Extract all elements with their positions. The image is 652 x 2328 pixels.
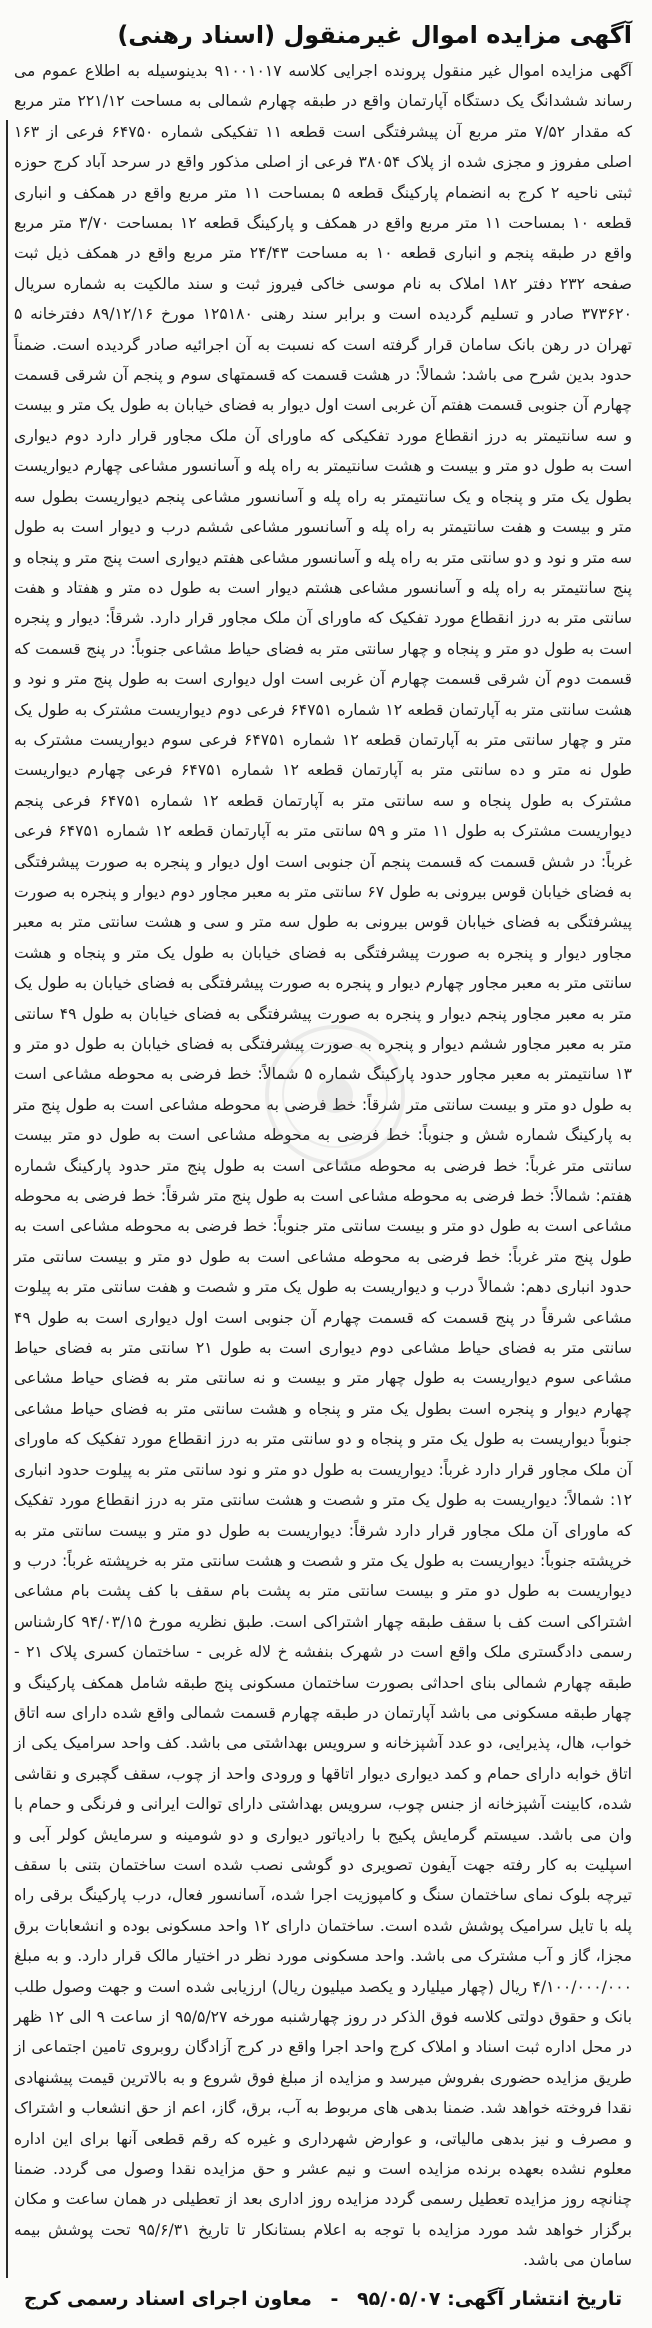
notice-title: آگهی مزایده اموال غیرمنقول (اسناد رهنی) bbox=[117, 21, 632, 49]
notice-footer bbox=[14, 2284, 632, 2314]
auction-notice bbox=[14, 18, 632, 2276]
notice-body: آگهی مزایده اموال غیر منقول پرونده اجرایی کلاسه ۹۱۰۰۱۰۱۷ بدینوسیله به اطلاع عموم می رساند ششدانگ یک دستگاه آپارتمان واقع در طبقه چهارم شمالی به مساحت ۲۲۱/۱۲ متر مربع که مقدار ۷/۵۲ متر مربع آن پیشرفتگی است قطعه ۱۱ تفکیکی شماره ۶۴۷۵۰ فرعی از ۱۶۳ اصلی مفروز و مجزی شده از پلاک ۳۸۰۵۴ فرعی از اصلی مذکور واقع در سرحد آباد کرج حوزه ثبتی ناحیه ۲ کرج به انضمام پارکینگ قطعه ۵ بمساحت ۱۱ متر مربع واقع در همکف و انباری قطعه ۱۰ بمساحت ۱۱ متر مربع واقع در همکف و پارکینگ قطعه ۱۲ بمساحت ۳/۷۰ متر مربع واقع در طبقه پنجم و انباری قطعه ۱۰ به مساحت ۲۴/۴۳ متر مربع واقع در همکف ذیل ثبت صفحه ۲۳۲ دفتر ۱۸۲ املاک به نام موسی خاکی فیروز ثبت و سند مالکیت به شماره سریال ۳۷۳۶۲۰ صادر و تسلیم گردیده است و برابر سند رهنی ۱۲۵۱۸۰ مورخ ۸۹/۱۲/۱۶ دفترخانه ۵ تهران در رهن بانک سامان قرار گرفته است که نسبت به آن اجرائیه صادر گردیده است. ضمناً حدود بدین شرح می باشد: شمالاً: در هشت قسمت که قسمتهای سوم و پنجم آن شرقی قسمت چهارم آن جنوبی قسمت هفتم آن غربی است اول دیوار به فضای خیابان به طول یک متر و بیست و سه سانتیمتر به درز انقطاع مورد تفکیکی که ماورای آن ملک مجاور قرار دارد دوم دیواری است به طول دو متر و بیست و هشت سانتیمتر به راه پله و آسانسور مشاعی چهارم دیواریست بطول یک متر و پنجاه و یک سانتیمتر به راه پله و آسانسور مشاعی پنجم دیواریست بطول سه متر و بیست و هفت سانتیمتر به راه پله و آسانسور مشاعی ششم درب و دیوار است به طول سه متر و نود و دو سانتی متر به راه پله و آسانسور مشاعی هفتم دیواری است پنج متر و پنجاه و پنج سانتیمتر به راه پله و آسانسور مشاعی هشتم دیوار است به طول ده متر و هفتاد و هفت سانتی متر به درز انقطاع مورد تفکیک که ماورای آن ملک مجاور قرار دارد. شرقاً: دیوار و پنجره است به طول دو متر و پنجاه و چهار سانتی متر به فضای حیاط مشاعی جنوباً: در پنج قسمت که قسمت دوم آن شرقی قسمت چهارم آن غربی است اول دیواری است به طول پنج متر و نود و هشت سانتی متر به آپارتمان قطعه ۱۲ شماره ۶۴۷۵۱ فرعی دوم دیواریست مشترک به طول یک متر و چهار سانتی متر به آپارتمان قطعه ۱۲ شماره ۶۴۷۵۱ فرعی سوم دیواریست مشترک به طول نه متر و ده سانتی متر به آپارتمان قطعه ۱۲ شماره ۶۴۷۵۱ فرعی چهارم دیواریست مشترک به طول پنجاه و سه سانتی متر به آپارتمان قطعه ۱۲ شماره ۶۴۷۵۱ فرعی پنجم دیواریست مشترک به طول ۱۱ متر و ۵۹ سانتی متر به آپارتمان قطعه ۱۲ شماره ۶۴۷۵۱ فرعی غرباً: در شش قسمت که قسمت پنجم آن جنوبی است اول دیوار و پنجره به صورت پیشرفتگی به فضای خیابان قوس بیرونی به طول ۶۷ سانتی متر به معبر مجاور دوم دیوار و پنجره به صورت پیشرفتگی به فضای خیابان قوس بیرونی به طول سه متر و سی و هشت سانتی متر به معبر مجاور دیوار و پنجره به صورت پیشرفتگی به فضای خیابان به طول یک متر و پنجاه و هشت سانتی متر به معبر مجاور چهارم دیوار و پنجره به صورت پیشرفتگی به فضای خیابان به طول یک متر به معبر مجاور پنجم دیوار و پنجره به صورت پیشرفتگی به فضای خیابان به طول ۴۹ سانتی متر به معبر مجاور ششم دیوار و پنجره به صورت پیشرفتگی به فضای خیابان به طول دو متر و ۱۳ سانتیمتر به معبر مجاور حدود پارکینگ شماره ۵ شمالاً: خط فرضی به محوطه مشاعی است به طول دو متر و بیست سانتی متر شرقاً: خط فرضی به محوطه مشاعی است به طول پنج متر به پارکینگ شماره شش و جنوباً: خط فرضی به محوطه مشاعی است به طول دو متر بیست سانتی متر غرباً: خط فرضی به محوطه مشاعی است به طول پنج متر حدود پارکینگ شماره هفتم: شمالاً: خط فرضی به محوطه مشاعی است به طول پنج متر شرقاً: خط فرضی به محوطه مشاعی است به طول دو متر و بیست سانتی متر جنوباً: خط فرضی به محوطه مشاعی است به طول پنج متر غرباً: خط فرضی به محوطه مشاعی است به طول دو متر و بیست سانتی متر حدود انباری دهم: شمالاً درب و دیواریست به طول یک متر و شصت و هفت سانتی متر به پیلوت مشاعی شرقاً در پنج قسمت که قسمت چهارم آن جنوبی است اول دیواری است به طول ۴۹ سانتی متر به فضای حیاط مشاعی دوم دیواری است به طول ۲۱ سانتی متر به فضای حیاط مشاعی سوم دیواریست به طول چهار متر و بیست و نه سانتی متر به فضای حیاط مشاعی چهارم دیوار و پنجره است بطول یک متر و پنجاه و هشت سانتی متر به فضای حیاط مشاعی جنوباً دیواریست به طول یک متر و پنجاه و دو سانتی متر به درز انقطاع مورد تفکیک که ماورای آن ملک مجاور قرار دارد غرباً: دیواریست به طول دو متر و نود سانتی متر به پیلوت حدود انباری ۱۲: شمالاً: دیواریست به طول یک متر و شصت و هشت سانتی متر به درز انقطاع مورد تفکیک که ماورای آن ملک مجاور قرار دارد شرقاً: دیواریست به طول دو متر و بیست سانتی متر به خرپشته جنوباً: دیواریست به طول یک متر و شصت و هشت سانتی متر به خرپشته غرباً: درب و دیواریست به طول دو متر و بیست سانتی متر به پشت بام سقف با کف پشت بام مشاعی اشتراکی است کف با سقف طبقه چهار اشتراکی است. طبق نظریه مورخ ۹۴/۰۳/۱۵ کارشناس رسمی دادگستری ملک واقع است در شهرک بنفشه خ لاله غربی - ساختمان کسری پلاک ۲۱ - طبقه چهارم شمالی بنای احداثی بصورت ساختمان مسکونی پنج طبقه شامل همکف پارکینگ و چهار طبقه مسکونی می باشد آپارتمان در طبقه چهارم قسمت شمالی واقع شده دارای سه اتاق خواب، هال، پذیرایی، دو عدد آشپزخانه و سرویس بهداشتی می باشد. کف واحد سرامیک یکی از اتاق خوابه دارای حمام و کمد دیواری دیوار اتاقها و ورودی واحد از چوب، سقف گچبری و نقاشی شده، کابینت آشپزخانه از جنس چوب، سرویس بهداشتی دارای توالت ایرانی و فرنگی و حمام با وان می باشد. سیستم گرمایش پکیج با رادیاتور دیواری و دو شومینه و سرمایش کولر آبی و اسپلیت به کار رفته جهت آیفون تصویری دو گوشی نصب شده است ساختمان بتنی با سقف تیرچه بلوک نمای ساختمان سنگ و کامپوزیت اجرا شده، آسانسور فعال، درب پارکینگ برقی راه پله با تایل سرامیک پوشش شده است. ساختمان دارای ۱۲ واحد مسکونی بوده و انشعابات برق مجزا، گاز و آب مشترک می باشد. واحد مسکونی مورد نظر در اختیار مالک قرار دارد. و به مبلغ ۴/۱۰۰/۰۰۰/۰۰۰ ریال (چهار میلیارد و یکصد میلیون ریال) ارزیابی شده است و جهت وصول طلب بانک و حقوق دولتی کلاسه فوق الذکر در روز چهارشنبه مورخه ۹۵/۵/۲۷ از ساعت ۹ الی ۱۲ ظهر در محل اداره ثبت اسناد و املاک کرج واحد اجرا واقع در کرج آزادگان روبروی تامین اجتماعی از طریق مزایده حضوری بفروش میرسد و مزایده از مبلغ فوق شروع و به بالاترین قیمت پیشنهادی نقدا فروخته خواهد شد. ضمنا بدهی های مربوط به آب، برق، گاز، اعم از حق انشعاب و اشتراک و مصرف و نیز بدهی مالیاتی، و عوارض شهرداری و غیره که رقم قطعی آنها برای این اداره معلوم نشده بعهده برنده مزایده است و نیم عشر و حق مزایده نقدا وصول می گردد. ضمنا چنانچه روز مزایده تعطیل رسمی گردد مزایده روز اداری بعد از تعطیلی در همان ساعت و مکان برگزار خواهد شد مورد مزایده با توجه به اعلام بستانکار تا تاریخ ۹۵/۶/۳۱ تحت پوشش بیمه سامان می باشد. bbox=[14, 62, 633, 2270]
column-divider bbox=[6, 120, 8, 2278]
footer-separator: - bbox=[330, 2288, 339, 2310]
issuing-authority: معاون اجرای اسناد رسمی کرج bbox=[23, 2288, 312, 2310]
publish-date: تاریخ انتشار آگهی: ۹۵/۰۵/۰۷ bbox=[357, 2288, 623, 2310]
